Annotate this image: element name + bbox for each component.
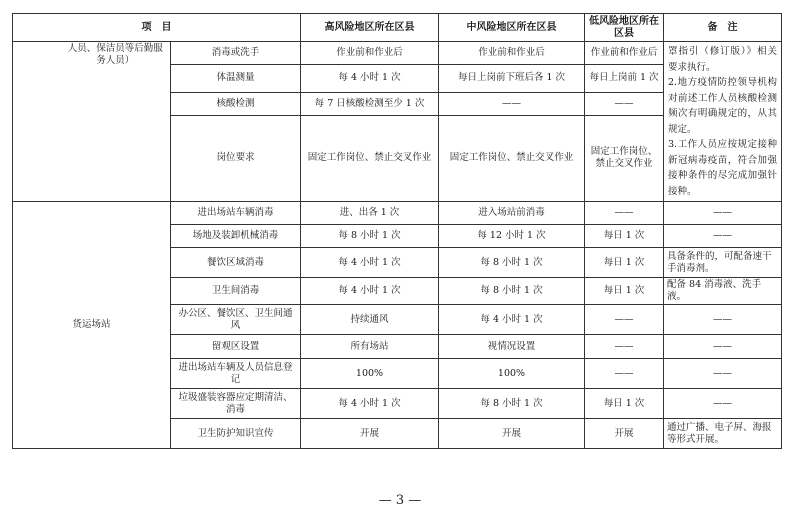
row-high: 每 4 小时 1 次 — [301, 64, 439, 93]
row-high: 每 4 小时 1 次 — [301, 278, 439, 305]
row-item: 场地及装卸机械消毒 — [171, 225, 301, 248]
row-mid: 进入场站前消毒 — [439, 202, 585, 225]
row-item: 垃圾盛装容器应定期清洁、消毒 — [171, 389, 301, 419]
row-high: 固定工作岗位、禁止交叉作业 — [301, 115, 439, 201]
table-row — [13, 42, 782, 65]
row-high: 作业前和作业后 — [301, 42, 439, 65]
row-mid: 每 12 小时 1 次 — [439, 225, 585, 248]
row-low: —— — [585, 335, 664, 359]
row-remark: 通过广播、电子屏、海报等形式开展。 — [664, 419, 782, 449]
group2-label: 货运场站 — [13, 202, 171, 449]
row-item: 办公区、餐饮区、卫生间通风 — [171, 305, 301, 335]
row-low: 作业前和作业后 — [585, 42, 664, 65]
row-low: —— — [585, 305, 664, 335]
measures-table — [12, 13, 782, 449]
row-high: 100% — [301, 359, 439, 389]
row-remark: —— — [664, 202, 782, 225]
note-line: 2.地方疫情防控领导机构对前述工作人员核酸检测频次有明确规定的，从其规定。 — [668, 77, 778, 135]
row-high: 每 8 小时 1 次 — [301, 225, 439, 248]
row-mid: 每 8 小时 1 次 — [439, 389, 585, 419]
row-remark: 具备条件的，可配备速干手消毒剂。 — [664, 248, 782, 278]
row-mid: 100% — [439, 359, 585, 389]
row-low: 开展 — [585, 419, 664, 449]
row-high: 每 4 小时 1 次 — [301, 389, 439, 419]
row-remark: —— — [664, 389, 782, 419]
row-mid: —— — [439, 93, 585, 116]
header-remark: 备 注 — [664, 14, 782, 42]
note-line: 罩指引（修订版）》相关要求执行。 — [668, 46, 778, 73]
header-row — [13, 14, 782, 42]
row-remark: —— — [664, 335, 782, 359]
row-item: 餐饮区域消毒 — [171, 248, 301, 278]
row-high: 所有场站 — [301, 335, 439, 359]
row-item: 体温测量 — [171, 64, 301, 93]
header-item: 项 目 — [13, 14, 301, 42]
row-low: 每日 1 次 — [585, 389, 664, 419]
row-low: 每日 1 次 — [585, 278, 664, 305]
row-low: 每日 1 次 — [585, 248, 664, 278]
row-item: 进出场站车辆消毒 — [171, 202, 301, 225]
row-high: 开展 — [301, 419, 439, 449]
row-low: —— — [585, 202, 664, 225]
row-low: —— — [585, 93, 664, 116]
page-number: — 3 — — [378, 493, 422, 508]
note-line: 3.工作人员应按规定接种新冠病毒疫苗，符合加强接种条件的尽完成加强针接种。 — [668, 139, 778, 197]
row-high: 每 7 日核酸检测至少 1 次 — [301, 93, 439, 116]
row-item: 岗位要求 — [171, 115, 301, 201]
header-high-risk: 高风险地区所在区县 — [301, 14, 439, 42]
row-low: —— — [585, 359, 664, 389]
row-low: 每日上岗前 1 次 — [585, 64, 664, 93]
row-item: 留观区设置 — [171, 335, 301, 359]
row-mid: 固定工作岗位、禁止交叉作业 — [439, 115, 585, 201]
row-item: 卫生间消毒 — [171, 278, 301, 305]
row-item: 核酸检测 — [171, 93, 301, 116]
row-high: 进、出各 1 次 — [301, 202, 439, 225]
table-row — [13, 202, 782, 225]
row-low: 每日 1 次 — [585, 225, 664, 248]
row-high: 每 4 小时 1 次 — [301, 248, 439, 278]
row-mid: 视情况设置 — [439, 335, 585, 359]
row-low: 固定工作岗位、禁止交叉作业 — [585, 115, 664, 201]
row-item: 消毒或洗手 — [171, 42, 301, 65]
group1-label: 人员、保洁员等后勤服务人员） — [61, 42, 171, 202]
row-mid: 开展 — [439, 419, 585, 449]
row-mid: 每 8 小时 1 次 — [439, 278, 585, 305]
row-mid: 每 8 小时 1 次 — [439, 248, 585, 278]
row-mid: 作业前和作业后 — [439, 42, 585, 65]
row-mid: 每 4 小时 1 次 — [439, 305, 585, 335]
row-remark: —— — [664, 305, 782, 335]
header-low-risk: 低风险地区所在区县 — [585, 14, 664, 42]
row-item: 进出场站车辆及人员信息登记 — [171, 359, 301, 389]
row-high: 持续通风 — [301, 305, 439, 335]
row-remark: 配备 84 消毒液、洗手液。 — [664, 278, 782, 305]
row-item: 卫生防护知识宣传 — [171, 419, 301, 449]
header-mid-risk: 中风险地区所在区县 — [439, 14, 585, 42]
row-remark: —— — [664, 225, 782, 248]
row-remark: —— — [664, 359, 782, 389]
row-mid: 每日上岗前下班后各 1 次 — [439, 64, 585, 93]
group1-notes — [664, 42, 782, 202]
